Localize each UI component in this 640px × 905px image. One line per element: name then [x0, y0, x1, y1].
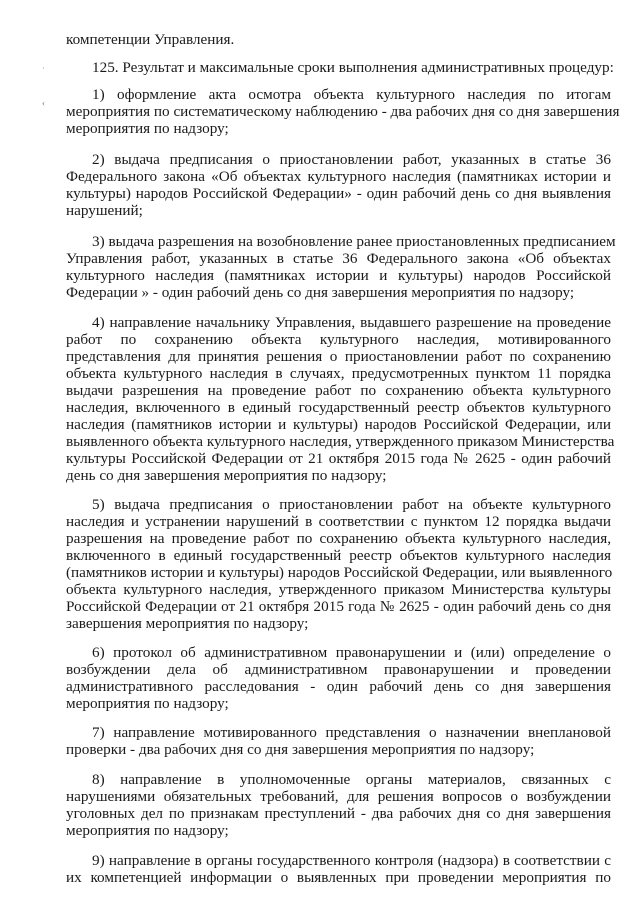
item-line: Федерации » - один рабочий день со дня завершения мероприятия по надзору;: [66, 284, 575, 301]
item-line: представления для принятия решения о приостановлении работ по сохранению: [66, 348, 611, 365]
item-line: 5) выдача предписания о приостановлении работ на объекте культурного: [92, 496, 611, 513]
item-line: Федерального закона «Об объектах культурного наследия (памятниках истории и: [66, 168, 611, 185]
item-line: Управления работ, указанных в статье 36 Федерального закона «Об объектах: [66, 250, 611, 267]
item-line: завершения мероприятия по надзору;: [66, 615, 309, 632]
item-line: 7) направление мотивированного представления о назначении внеплановой: [92, 724, 611, 741]
item-line: нарушений;: [66, 202, 143, 219]
continuation-text: компетенции Управления.: [66, 31, 235, 48]
item-line: мероприятия по надзору;: [66, 695, 229, 712]
item-line: мероприятия по надзору;: [66, 822, 229, 839]
item-line: наследия и устранении нарушений в соответствии с пунктом 12 порядка выдачи: [66, 513, 611, 530]
item-line: мероприятия по систематическому наблюдению - два рабочих дня со дня завершения: [66, 103, 620, 120]
item-line: разрешения на проведение работ по сохранению объекта культурного наследия,: [66, 530, 611, 547]
item-line: 9) направление в органы государственного контроля (надзора) в соответствии с: [92, 852, 611, 869]
item-line: день со дня завершения мероприятия по надзору;: [66, 467, 387, 484]
item-line: 1) оформление акта осмотра объекта культурного наследия по итогам: [92, 86, 611, 103]
section-heading: 125. Результат и максимальные сроки выполнения административных процедур:: [92, 59, 614, 76]
scan-mark: ‹: [42, 98, 45, 108]
item-line: их компетенцией информации о выявленных при проведении мероприятия по: [66, 869, 611, 886]
item-line: выдачи разрешения на проведение работ по сохранению объекта культурного: [66, 382, 611, 399]
item-line: объекта культурного наследия в случаях, предусмотренных пунктом 11 порядка: [66, 365, 611, 382]
item-line: Российской Федерации от 21 октября 2015 года № 2625 - один рабочий день со дня: [66, 598, 611, 615]
item-line: культуры) народов Российской Федерации» - один рабочий день со дня выявления: [66, 185, 611, 202]
item-line: выявленного объекта культурного наследия, утвержденного приказом Министерства: [66, 433, 615, 450]
item-line: наследия (памятников истории и культуры) народов Российской Федерации, или: [66, 416, 611, 433]
item-line: работ по сохранению объекта культурного наследия, мотивированного: [66, 331, 611, 348]
item-line: наследия, включенного в единый государственный реестр объектов культурного: [66, 399, 611, 416]
item-line: 4) направление начальнику Управления, выдавшего разрешение на проведение: [92, 314, 611, 331]
item-line: культурного наследия (памятниках истории и культуры) народов Российской: [66, 267, 611, 284]
item-line: уголовных дел по признакам преступлений - два рабочих дня со дня завершения: [66, 805, 611, 822]
item-line: мероприятия по надзору;: [66, 120, 229, 137]
item-line: включенного в единый государственный реестр объектов культурного наследия: [66, 547, 611, 564]
item-line: нарушениями обязательных требований, для решения вопросов о возбуждении: [66, 788, 611, 805]
item-line: 6) протокол об административном правонарушении и (или) определение о: [92, 644, 611, 661]
item-line: (памятников истории и культуры) народов Российской Федерации, или выявленного: [66, 564, 613, 581]
item-line: административного расследования - один рабочий день со дня завершения: [66, 678, 611, 695]
item-line: культуры Российской Федерации от 21 октября 2015 года № 2625 - один рабочий: [66, 450, 611, 467]
item-line: 3) выдача разрешения на возобновление ранее приостановленных предписанием: [92, 233, 616, 250]
item-line: 8) направление в уполномоченные органы материалов, связанных с: [92, 771, 611, 788]
item-line: возбуждении дела об административном правонарушении и проведении: [66, 661, 611, 678]
item-line: объекта культурного наследия, утвержденного приказом Министерства культуры: [66, 581, 611, 598]
item-line: проверки - два рабочих дня со дня завершения мероприятия по надзору;: [66, 741, 535, 758]
scan-mark: ˙: [42, 66, 45, 76]
item-line: 2) выдача предписания о приостановлении работ, указанных в статье 36: [92, 151, 611, 168]
